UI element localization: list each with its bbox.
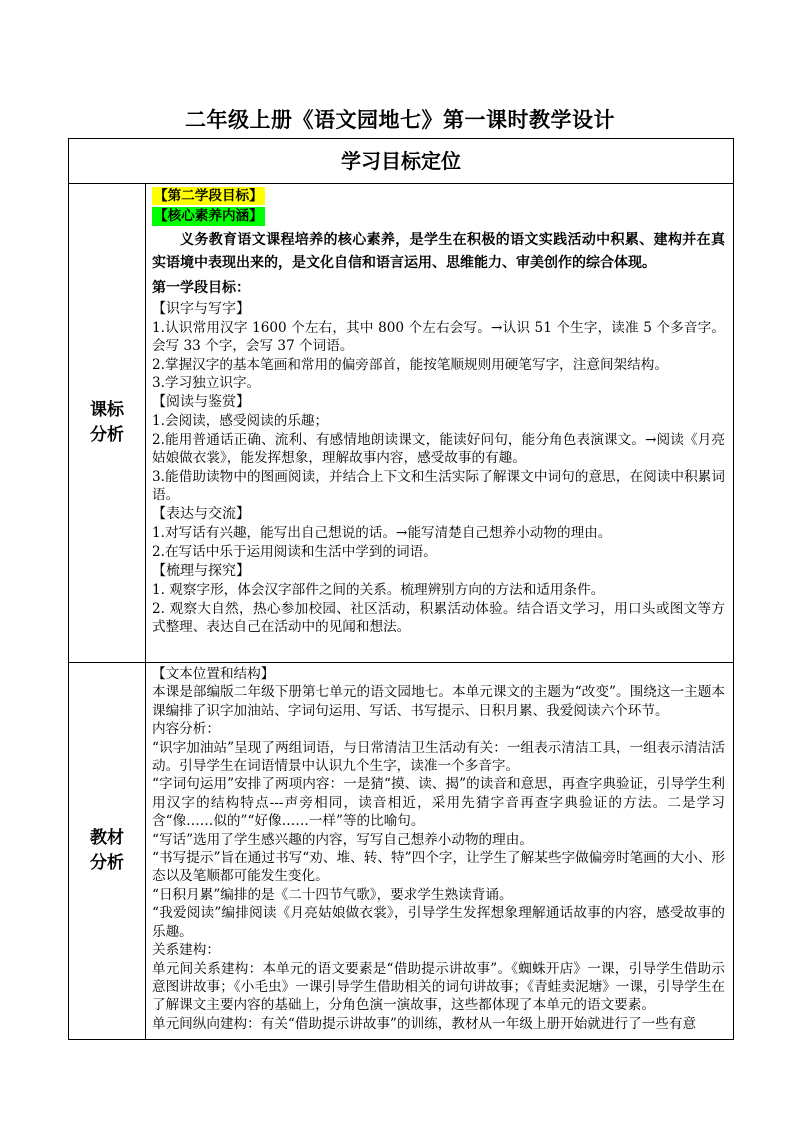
- goal-line: 2. 观察大自然，热心参加校园、社区活动，积累活动体验。结合语文学习，用口头或图文等方式整理、表达自己在活动中的见闻和想法。: [152, 600, 725, 636]
- text-line: 单元间纵向建构：有关“借助提示讲故事”的训练，教材从一年级上册开始就进行了一些有意: [152, 1015, 697, 1032]
- goal-line: 3.能借助读物中的图画阅读，并结合上下文和生活实际了解课文中词句的意思，在阅读中积累词语。: [152, 468, 725, 504]
- group-heading: 【梳理与探究】: [152, 563, 250, 580]
- tag-core-literacy: 【核心素养内涵】: [154, 208, 263, 225]
- goal-line: 1.对写话有兴趣，能写出自己想说的话。→能写清楚自己想养小动物的理由。: [152, 525, 612, 542]
- text-line: “书写提示”旨在通过书写“劝、堆、转、特”四个字，让学生了解某些字做偏旁时笔画的大小、形态以及笔顺都可能发生变化。: [152, 850, 725, 885]
- text-line: 本课是部编版二年级下册第七单元的语文园地七。本单元课文的主题为“改变”。围绕这一主题本课编排了识字加油站、字词句运用、写话、书写提示、日积月累、我爱阅读六个环节。: [152, 684, 725, 719]
- document-title: 二年级上册《语文园地七》第一课时教学设计: [185, 108, 615, 132]
- group-heading: 【识字与写字】: [152, 300, 250, 317]
- text-line: “识字加油站”呈现了两组词语，与日常清洁卫生活动有关：一组表示清洁工具，一组表示清洁活动。引导学生在词语情景中认识九个生字，读准一个多音字。: [152, 739, 725, 775]
- row-textbook-analysis: [69, 663, 733, 1039]
- text-line: 【文本位置和结构】: [152, 666, 275, 682]
- text-line: 内容分析：: [152, 721, 220, 738]
- tag-stage-goal: 【第二学段目标】: [154, 188, 263, 204]
- row-label-curriculum: 课标分析: [69, 184, 146, 662]
- curriculum-content: [146, 184, 733, 662]
- core-literacy-text: 义务教育语文课程培养的核心素养，是学生在积极的语文实践活动中积累、建构并在真实语境中表现出来的，是文化自信和语言运用、思维能力、审美创作的综合体现。: [152, 231, 725, 271]
- stage-one-heading: 第一学段目标：: [152, 279, 250, 296]
- textbook-content: [146, 663, 733, 1039]
- group-heading: 【阅读与鉴赏】: [152, 394, 250, 411]
- lesson-table: [68, 138, 734, 1040]
- text-line: “我爱阅读”编排阅读《月亮姑娘做衣裳》，引导学生发挥想象理解通话故事的内容，感受故事的乐趣。: [152, 905, 725, 940]
- goal-line: 1.认识常用汉字 1600 个左右，其中 800 个左右会写。→认识 51 个生字，读准 5 个多音字。会写 33 个字，会写 37 个词语。: [152, 319, 725, 355]
- goal-line: 2.在写话中乐于运用阅读和生活中学到的词语。: [152, 543, 437, 560]
- text-line: “写话”选用了学生感兴趣的内容，写写自己想养小动物的理由。: [152, 831, 533, 848]
- goal-line: 1.会阅读，感受阅读的乐趣；: [152, 413, 329, 430]
- group-heading: 【表达与交流】: [152, 506, 250, 523]
- goal-line: 3.学习独立识字。: [152, 375, 261, 392]
- goal-line: 1. 观察字形，体会汉字部件之间的关系。梳理辨别方向的方法和适用条件。: [152, 582, 605, 599]
- goal-line: 2.能用普通话正确、流利、有感情地朗读课文，能读好问句，能分角色表演课文。→阅读《月亮姑娘做衣裳》，能发挥想象，理解故事内容，感受故事的有趣。: [152, 431, 725, 467]
- goal-line: 2.掌握汉字的基本笔画和常用的偏旁部首，能按笔顺规则用硬笔写字，注意间架结构。: [152, 356, 668, 373]
- row-curriculum-analysis: [69, 184, 733, 663]
- text-line: “字词句运用”安排了两项内容：一是猜“摸、读、揭”的读音和意思，再查字典验证，引导学生利用汉字的结构特点---声旁相同，读音相近，采用先猜字音再查字典验证的方法。二是学习含“像……似的”“好像……一样”等的比喻句。: [152, 776, 725, 830]
- text-line: “日积月累”编排的是《二十四节气歌》，要求学生熟读背诵。: [152, 886, 513, 903]
- table-header: 学习目标定位: [69, 139, 733, 184]
- text-line: 关系建构：: [152, 942, 220, 959]
- text-line: 单元间关系建构：本单元的语文要素是“借助提示讲故事”。《蜘蛛开店》一课，引导学生借助示意图讲故事；《小毛虫》一课引导学生借助相关的词句讲故事；《青蛙卖泥塘》一课，引导学生在了解课文主要内容的基础上，分角色演一演故事，这些都体现了本单元的语文要素。: [152, 960, 725, 1014]
- row-label-textbook: 教材分析: [69, 663, 146, 1039]
